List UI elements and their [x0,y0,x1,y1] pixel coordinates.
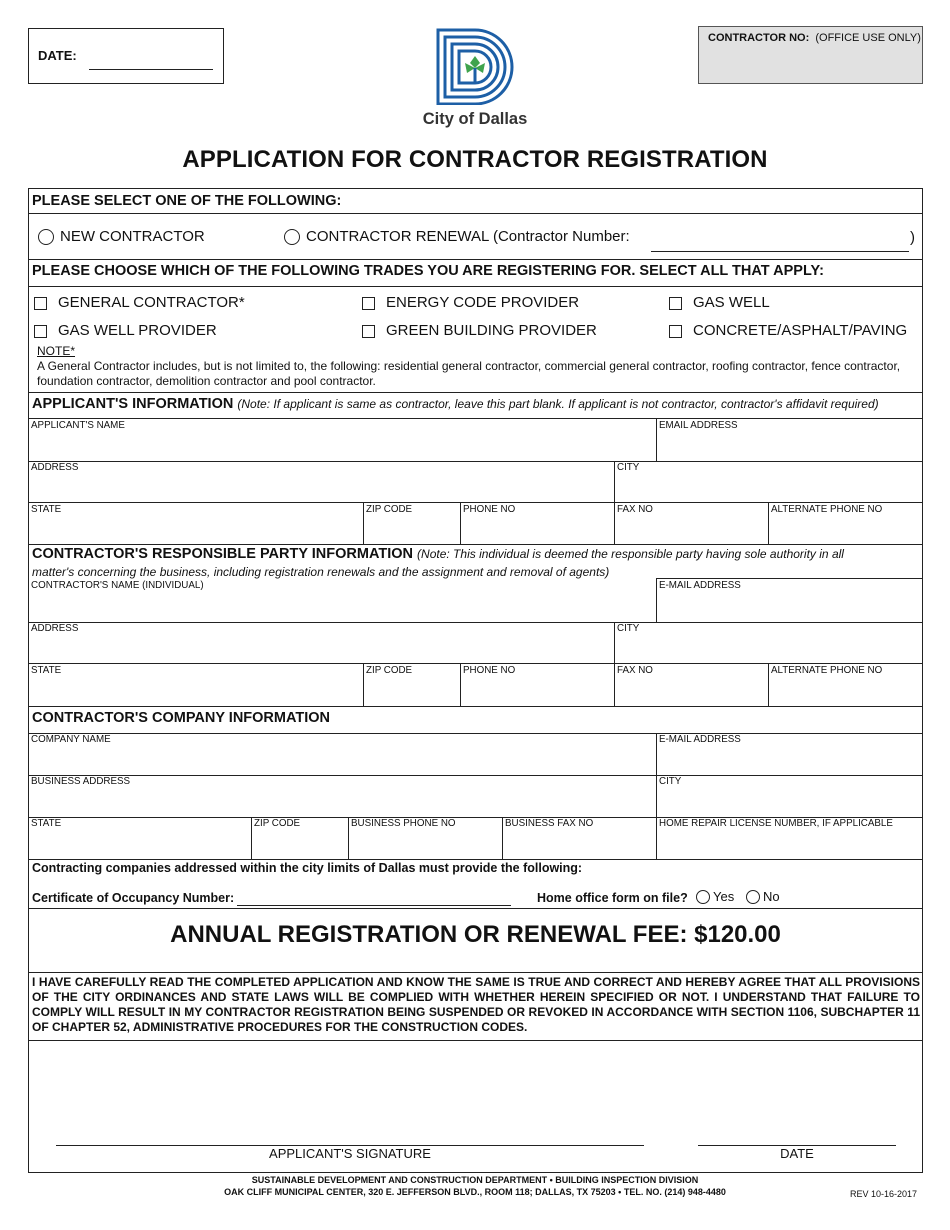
trade-option-general-contractor[interactable] [34,294,245,311]
applicant-email-field[interactable]: EMAIL ADDRESS [659,420,738,431]
city-name: City of Dallas [422,110,528,128]
trade-option-green-building[interactable] [362,322,597,339]
business-fax-field[interactable]: BUSINESS FAX NO [505,818,594,829]
contractor-renewal-radio[interactable] [284,229,300,245]
trade-option-gas-well[interactable] [669,294,770,311]
new-contractor-radio[interactable] [38,229,54,245]
page-title: APPLICATION FOR CONTRACTOR REGISTRATION [182,146,768,173]
responsible-fax-field[interactable]: FAX NO [617,665,653,676]
applicant-address-field[interactable]: ADDRESS [31,462,79,473]
responsible-name-field[interactable]: CONTRACTOR'S NAME (INDIVIDUAL) [31,580,204,591]
responsible-email-field[interactable]: E-MAIL ADDRESS [659,580,741,591]
company-email-field[interactable]: E-MAIL ADDRESS [659,734,741,745]
select-heading: PLEASE SELECT ONE OF THE FOLLOWING: [32,193,342,209]
gas-well-provider-checkbox[interactable] [34,325,47,338]
general-contractor-checkbox[interactable] [34,297,47,310]
revision-label: REV 10-16-2017 [850,1189,918,1199]
note-label: NOTE* [37,344,76,358]
co-number-label: Certificate of Occupancy Number: [32,891,235,905]
contractor-renewal-label: CONTRACTOR RENEWAL (Contractor Number: [306,228,630,245]
responsible-note-1: (Note: This individual is deemed the responsible party having sole authority in all [417,547,844,561]
fee-heading: ANNUAL REGISTRATION OR RENEWAL FEE: $120.00 [170,921,781,948]
trade-label: GENERAL CONTRACTOR* [58,294,245,311]
trade-label: GREEN BUILDING PROVIDER [386,322,597,339]
footer-department: SUSTAINABLE DEVELOPMENT AND CONSTRUCTION DEPARTMENT • BUILDING INSPECTION DIVISION [251,1175,699,1185]
company-city-field[interactable]: CITY [659,776,682,787]
signature-area[interactable] [56,1059,644,1145]
applicant-heading-text: APPLICANT'S INFORMATION [32,396,234,412]
responsible-heading-text: CONTRACTOR'S RESPONSIBLE PARTY INFORMATION [32,546,414,562]
responsible-address-field[interactable]: ADDRESS [31,623,79,634]
trade-label: CONCRETE/ASPHALT/PAVING [693,322,908,339]
company-state-field[interactable]: STATE [31,818,62,829]
responsible-note-2: matter's concerning the business, including registration renewals and the assignment and removal of agents) [32,565,610,579]
applicant-heading [32,396,922,412]
declaration-text: I HAVE CAREFULLY READ THE COMPLETED APPLICATION AND KNOW THE SAME IS TRUE AND CORRECT AND HEREBY AGREE THAT ALL PROVISIONS OF THE CITY ORDINANCES AND STATE LAWS WILL BE COMPLIED WITH WHETHER HEREIN SPECIFIED OR NOT. I UNDERSTAND THAT FAILURE TO COMPLY WILL RESULT IN MY CONTRACTOR REGISTRATION BEING SUSPENDED OR REVOKED IN ACCORDANCE WITH SECTION 1106, SUBCHAPTER 11 OF CHAPTER 52, ADMINISTRATIVE PROCEDURES FOR THE CONSTRUCTION CODES. [32,975,920,1034]
home-office-yes-radio[interactable] [696,890,710,904]
business-address-field[interactable]: BUSINESS ADDRESS [31,776,131,787]
home-office-label: Home office form on file? [537,891,688,905]
responsible-heading [32,546,922,562]
home-office-no-option[interactable] [746,889,780,904]
applicant-zip-field[interactable]: ZIP CODE [366,504,413,515]
applicant-note: (Note: If applicant is same as contractor, leave this part blank. If applicant is not contractor, contractor's affidavit required) [237,397,879,411]
trade-label: GAS WELL [693,294,770,311]
date-box [28,28,224,84]
applicant-phone-field[interactable]: PHONE NO [463,504,516,515]
company-name-field[interactable]: COMPANY NAME [31,734,111,745]
responsible-city-field[interactable]: CITY [617,623,640,634]
co-number-field[interactable] [237,905,511,906]
gas-well-checkbox[interactable] [669,297,682,310]
responsible-zip-field[interactable]: ZIP CODE [366,665,413,676]
trade-option-energy-code[interactable] [362,294,579,311]
applicant-name-field[interactable]: APPLICANT'S NAME [31,420,125,431]
home-office-no-radio[interactable] [746,890,760,904]
no-label: No [763,889,780,904]
dallas-requirement-note: Contracting companies addressed within the city limits of Dallas must provide the following: [32,861,583,875]
note-text: A General Contractor includes, but is not limited to, the following: residential general contractor, commercial general contractor, roofing contractor, fence contractor, foundation contractor, demolition contractor and pool contractor. [37,359,901,388]
responsible-phone-field[interactable]: PHONE NO [463,665,516,676]
business-phone-field[interactable]: BUSINESS PHONE NO [351,818,456,829]
trades-heading: PLEASE CHOOSE WHICH OF THE FOLLOWING TRADES YOU ARE REGISTERING FOR. SELECT ALL THAT APPLY: [32,263,824,279]
responsible-state-field[interactable]: STATE [31,665,62,676]
home-repair-license-field[interactable]: HOME REPAIR LICENSE NUMBER, IF APPLICABLE [659,818,893,829]
contractor-no-box [698,26,923,84]
applicant-alt-phone-field[interactable]: ALTERNATE PHONE NO [771,504,883,515]
footer-address: OAK CLIFF MUNICIPAL CENTER, 320 E. JEFFERSON BLVD., ROOM 118; DALLAS, TX 75203 • TEL. NO. (214) 948-4480 [224,1187,726,1197]
energy-code-checkbox[interactable] [362,297,375,310]
date-label: DATE: [38,48,77,63]
applicant-fax-field[interactable]: FAX NO [617,504,653,515]
yes-label: Yes [713,889,735,904]
trade-label: ENERGY CODE PROVIDER [386,294,580,311]
applicant-city-field[interactable]: CITY [617,462,640,473]
new-contractor-label: NEW CONTRACTOR [60,228,205,245]
contractor-renewal-option[interactable] [284,228,630,245]
close-paren: ) [910,229,915,246]
city-of-dallas-logo-icon [435,27,515,105]
company-zip-field[interactable]: ZIP CODE [254,818,301,829]
trade-label: GAS WELL PROVIDER [58,322,217,339]
concrete-asphalt-paving-checkbox[interactable] [669,325,682,338]
applicant-state-field[interactable]: STATE [31,504,62,515]
responsible-alt-phone-field[interactable]: ALTERNATE PHONE NO [771,665,883,676]
green-building-checkbox[interactable] [362,325,375,338]
contractor-no-label: CONTRACTOR NO: [708,32,810,44]
renewal-number-field[interactable] [651,251,909,252]
new-contractor-option[interactable] [38,228,205,245]
trade-option-gas-well-provider[interactable] [34,322,217,339]
home-office-yes-option[interactable] [696,889,734,904]
contractor-no-note: (OFFICE USE ONLY) [815,32,921,44]
signature-date-label: DATE [780,1146,814,1161]
date-field[interactable] [89,69,213,70]
applicant-signature-label: APPLICANT'S SIGNATURE [269,1146,431,1161]
trade-option-concrete-asphalt-paving[interactable] [669,322,907,339]
company-heading: CONTRACTOR'S COMPANY INFORMATION [32,710,331,726]
registration-form [28,188,923,1173]
